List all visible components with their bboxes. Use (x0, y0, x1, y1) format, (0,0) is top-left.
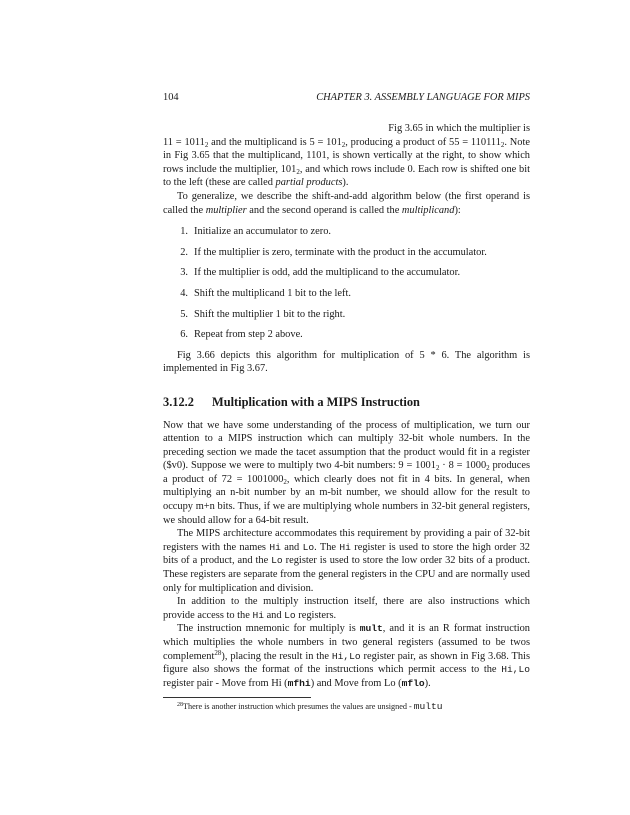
list-item: 3. If the multiplier is odd, add the multiplicand to the accumulator. (180, 267, 461, 279)
list-item: 6. Repeat from step 2 above. (180, 329, 303, 341)
section-title: Multiplication with a MIPS Instruction (212, 394, 420, 409)
list-item: 1. Initialize an accumulator to zero. (180, 226, 332, 238)
code-hilo: Hi,Lo (331, 650, 361, 662)
para6: In addition to the multiply instruction itself, there are also instructions which provide access to the Hi and Lo registers. (163, 596, 530, 621)
para1-line1: Fig 3.65 in which the multiplier is (388, 123, 530, 134)
para4: Now that we have some understanding of the process of multiplication, we turn our attention to a MIPS instruction which can multiply 32-bit whole numbers. In the preceding section we made the tacet assumption that the product would fit in a register ($v0). Suppose we were to multiply two 4-bit numbers: $9 = 1001_2 \cdot 8 = 1000_2$ produces a product of $72 = 1001000_2$, which clearly does not fit in 4 bits. In general, when multiplying an n-bit number by an m-bit number, we should allow for the result to occupy m+n bits. Thus, if we are multiplying whole numbers in 32-bit general registers, we should allow for a 64-bit result. (163, 419, 530, 526)
running-header (163, 92, 530, 108)
para2: To generalize, we describe the shift-and-add algorithm below (the first operand is called the multiplier and the second operand is called the multiplicand): (163, 190, 530, 216)
chapter-title: CHAPTER 3. ASSEMBLY LANGUAGE FOR MIPS (316, 92, 530, 103)
body-text (163, 122, 530, 712)
code-mflo: mflo (401, 677, 425, 689)
term-multiplier: multiplier (205, 204, 247, 216)
algorithm-steps (163, 225, 530, 342)
footnote-rule (163, 697, 311, 698)
code-hi: Hi (269, 541, 281, 553)
code-lo: Lo (302, 541, 315, 553)
para3: Fig 3.66 depicts this algorithm for multiplication of 5 * 6. The algorithm is implemented in Fig 3.67. (163, 349, 530, 375)
section-heading (163, 396, 530, 410)
footnote: $^{28}$There is another instruction which presumes the values are unsigned - multu (177, 701, 443, 713)
list-item: 2. If the multiplier is zero, terminate with the product in the accumulator. (180, 246, 487, 258)
code-multu: multu (413, 701, 443, 713)
page-number: 104 (163, 92, 179, 103)
term-partial-products: partial products (275, 177, 343, 189)
code-mult: mult (359, 623, 383, 635)
footnote-ref: 28 (214, 648, 222, 657)
list-item: 4. Shift the multiplicand 1 bit to the left. (180, 287, 351, 299)
para7: The instruction mnemonic for multiply is mult, and it is an R format instruction which multiplies the whole numbers in two general registers (assumed to be twos complement$^{28}$), placing the result in the Hi,Lo register pair, as shown in Fig 3.68. This figure also shows the format of the instructions which permit access to the Hi,Lo register pair - Move from Hi (mfhi) and Move from Lo (mflo). (163, 623, 530, 689)
section-number: 3.12.2 (163, 394, 194, 409)
term-multiplicand: multiplicand (401, 204, 455, 216)
list-item: 5. Shift the multiplier 1 bit to the right. (180, 308, 346, 320)
code-mfhi: mfhi (287, 677, 311, 689)
page (163, 92, 530, 712)
para1: $11 = 1011_2$ and the multiplicand is $5 = 101_2$, producing a product of $55 = 110111_2$. Note in Fig 3.65 that the multiplicand, 1101, is shown vertically at the right, to show which rows include the multiplier, $101_2$, and which rows include 0. Each row is shifted one bit to the left (these are called partial products). (163, 136, 530, 189)
para5: The MIPS architecture accommodates this requirement by providing a pair of 32-bit registers with the names Hi and Lo. The Hi register is used to store the high order 32 bits of a product, and the Lo register is used to store the low order 32 bits of a product. These registers are separate from the general registers in the CPU and are normally used only for multiplication and division. (163, 528, 530, 594)
